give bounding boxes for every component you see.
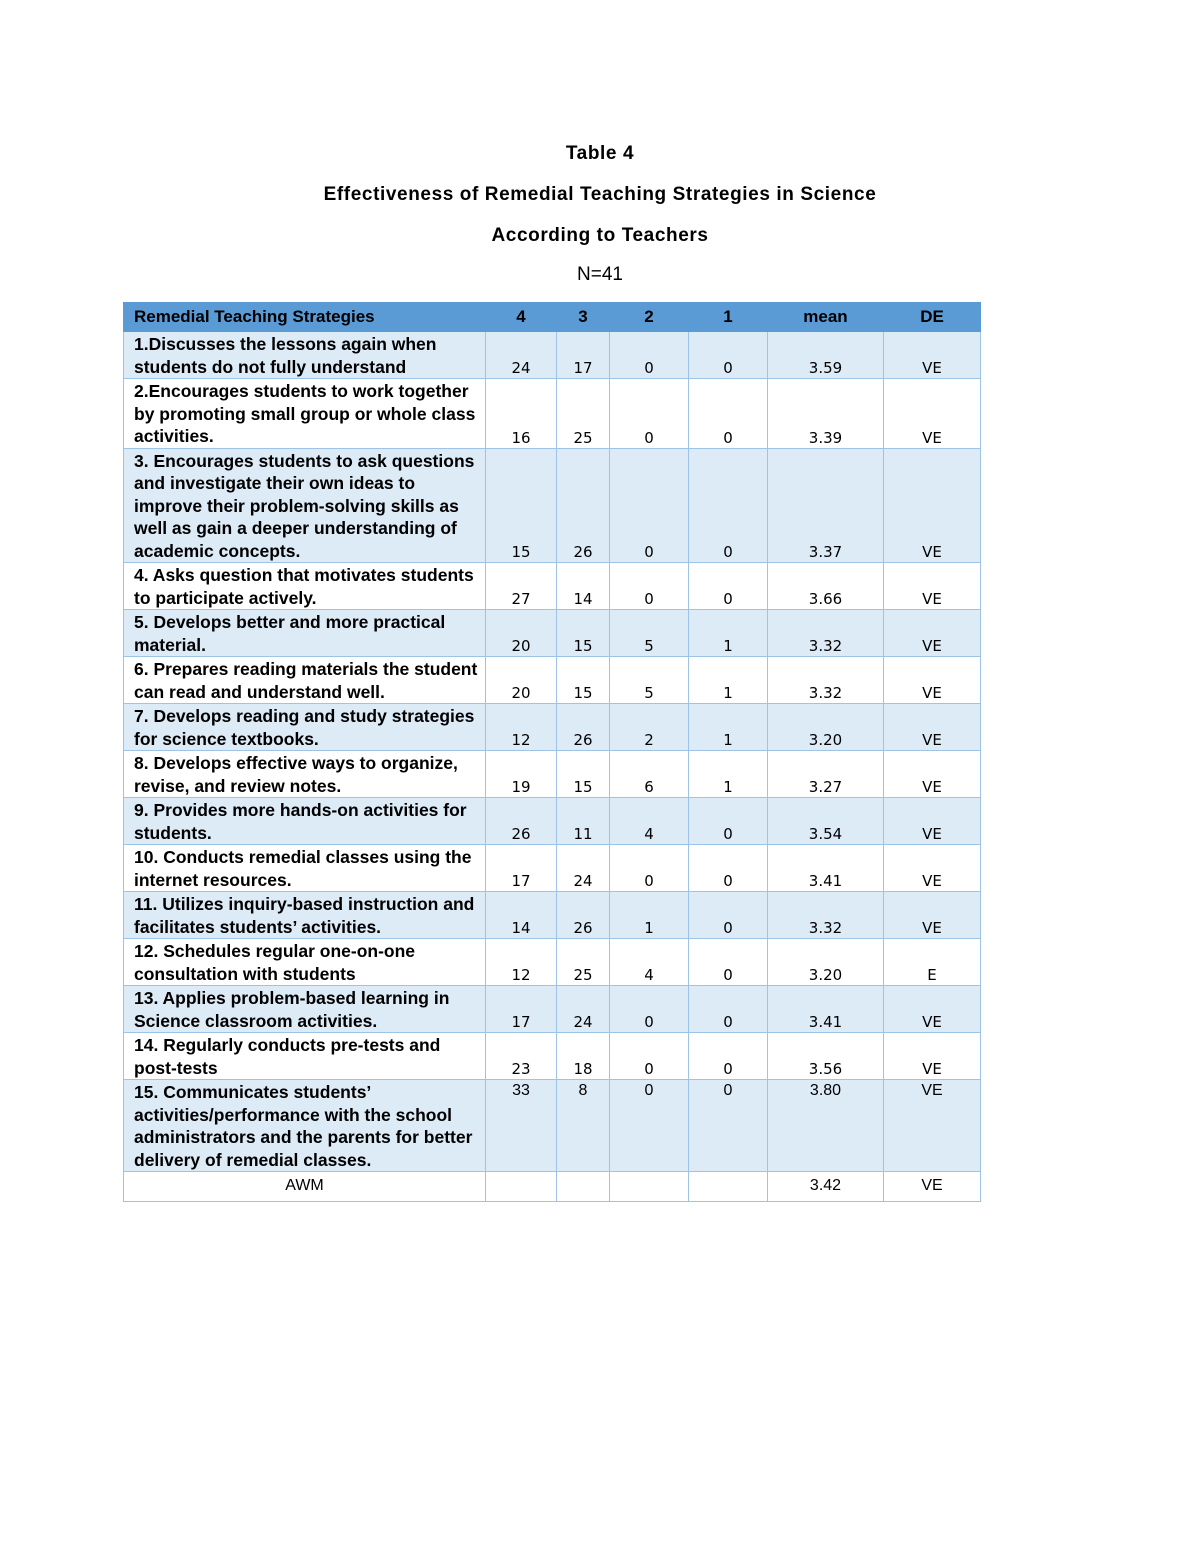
de-cell: VE <box>884 332 981 379</box>
table-row <box>124 892 981 939</box>
de-cell: VE <box>884 751 981 798</box>
count-3-cell: 15 <box>557 657 610 704</box>
count-3-cell: 8 <box>557 1080 610 1172</box>
table-row <box>124 657 981 704</box>
count-4-cell: 12 <box>486 704 557 751</box>
count-3-cell: 26 <box>557 892 610 939</box>
table-row <box>124 845 981 892</box>
de-cell: VE <box>884 1033 981 1080</box>
count-2-cell: 6 <box>610 751 689 798</box>
de-cell: VE <box>884 704 981 751</box>
table-row <box>124 448 981 563</box>
count-1-cell: 0 <box>689 939 768 986</box>
de-cell: VE <box>884 892 981 939</box>
column-header: DE <box>884 303 981 332</box>
column-header: 2 <box>610 303 689 332</box>
table-row <box>124 939 981 986</box>
count-3-cell: 11 <box>557 798 610 845</box>
count-1-cell: 1 <box>689 657 768 704</box>
empty-cell <box>610 1172 689 1202</box>
table-row <box>124 332 981 379</box>
strategy-cell: 12. Schedules regular one-on-one consultation with students <box>124 939 486 986</box>
count-1-cell: 0 <box>689 563 768 610</box>
strategy-cell: 15. Communicates students’ activities/performance with the school administrators and the parents for better delivery of remedial classes. <box>124 1080 486 1172</box>
count-2-cell: 0 <box>610 563 689 610</box>
strategy-cell: 6. Prepares reading materials the student can read and understand well. <box>124 657 486 704</box>
count-1-cell: 0 <box>689 986 768 1033</box>
strategy-cell: 5. Develops better and more practical material. <box>124 610 486 657</box>
count-1-cell: 0 <box>689 448 768 563</box>
count-4-cell: 12 <box>486 939 557 986</box>
mean-cell: 3.32 <box>768 892 884 939</box>
strategy-cell: 7. Develops reading and study strategies for science textbooks. <box>124 704 486 751</box>
table-row <box>124 379 981 449</box>
count-3-cell: 26 <box>557 704 610 751</box>
mean-cell: 3.39 <box>768 379 884 449</box>
de-cell: VE <box>884 610 981 657</box>
count-3-cell: 18 <box>557 1033 610 1080</box>
count-1-cell: 0 <box>689 332 768 379</box>
count-3-cell: 15 <box>557 610 610 657</box>
awm-mean: 3.42 <box>768 1172 884 1202</box>
strategy-cell: 10. Conducts remedial classes using the internet resources. <box>124 845 486 892</box>
count-3-cell: 24 <box>557 986 610 1033</box>
count-3-cell: 14 <box>557 563 610 610</box>
strategy-cell: 14. Regularly conducts pre-tests and post-tests <box>124 1033 486 1080</box>
count-3-cell: 15 <box>557 751 610 798</box>
mean-cell: 3.80 <box>768 1080 884 1172</box>
de-cell: VE <box>884 379 981 449</box>
de-cell: VE <box>884 448 981 563</box>
table-label: Table 4 <box>565 143 635 164</box>
table-header-row <box>124 303 981 332</box>
count-4-cell: 17 <box>486 845 557 892</box>
count-3-cell: 17 <box>557 332 610 379</box>
empty-cell <box>486 1172 557 1202</box>
table-row <box>124 1080 981 1172</box>
count-3-cell: 25 <box>557 939 610 986</box>
strategy-cell: 11. Utilizes inquiry-based instruction and facilitates students’ activities. <box>124 892 486 939</box>
mean-cell: 3.20 <box>768 704 884 751</box>
mean-cell: 3.41 <box>768 845 884 892</box>
count-4-cell: 20 <box>486 657 557 704</box>
table-title: Effectiveness of Remedial Teaching Strategies in Science <box>323 184 877 205</box>
count-1-cell: 1 <box>689 704 768 751</box>
table-row <box>124 610 981 657</box>
count-4-cell: 15 <box>486 448 557 563</box>
count-1-cell: 0 <box>689 1080 768 1172</box>
count-4-cell: 26 <box>486 798 557 845</box>
count-2-cell: 5 <box>610 610 689 657</box>
awm-label: AWM <box>124 1172 486 1202</box>
table-row <box>124 798 981 845</box>
count-2-cell: 0 <box>610 1033 689 1080</box>
count-2-cell: 0 <box>610 845 689 892</box>
count-2-cell: 0 <box>610 1080 689 1172</box>
de-cell: VE <box>884 657 981 704</box>
count-4-cell: 16 <box>486 379 557 449</box>
strategy-cell: 9. Provides more hands-on activities for students. <box>124 798 486 845</box>
de-cell: VE <box>884 1080 981 1172</box>
count-4-cell: 19 <box>486 751 557 798</box>
strategy-cell: 8. Develops effective ways to organize, revise, and review notes. <box>124 751 486 798</box>
table-row <box>124 704 981 751</box>
column-header: 1 <box>689 303 768 332</box>
mean-cell: 3.27 <box>768 751 884 798</box>
count-2-cell: 2 <box>610 704 689 751</box>
count-3-cell: 24 <box>557 845 610 892</box>
mean-cell: 3.41 <box>768 986 884 1033</box>
mean-cell: 3.37 <box>768 448 884 563</box>
count-1-cell: 0 <box>689 379 768 449</box>
table-subtitle: According to Teachers <box>491 225 709 246</box>
count-1-cell: 0 <box>689 1033 768 1080</box>
mean-cell: 3.56 <box>768 1033 884 1080</box>
strategy-cell: 13. Applies problem-based learning in Science classroom activities. <box>124 986 486 1033</box>
column-header: 3 <box>557 303 610 332</box>
awm-de: VE <box>884 1172 981 1202</box>
count-4-cell: 33 <box>486 1080 557 1172</box>
count-4-cell: 24 <box>486 332 557 379</box>
count-1-cell: 0 <box>689 798 768 845</box>
count-4-cell: 20 <box>486 610 557 657</box>
count-4-cell: 23 <box>486 1033 557 1080</box>
column-header: 4 <box>486 303 557 332</box>
table-row <box>124 986 981 1033</box>
count-3-cell: 26 <box>557 448 610 563</box>
count-1-cell: 1 <box>689 610 768 657</box>
count-1-cell: 1 <box>689 751 768 798</box>
mean-cell: 3.66 <box>768 563 884 610</box>
de-cell: VE <box>884 845 981 892</box>
table-row <box>124 563 981 610</box>
mean-cell: 3.20 <box>768 939 884 986</box>
count-2-cell: 5 <box>610 657 689 704</box>
count-2-cell: 1 <box>610 892 689 939</box>
mean-cell: 3.32 <box>768 610 884 657</box>
table-row <box>124 751 981 798</box>
table-row <box>124 1033 981 1080</box>
count-2-cell: 0 <box>610 448 689 563</box>
count-2-cell: 0 <box>610 379 689 449</box>
strategy-cell: 3. Encourages students to ask questions and investigate their own ideas to improve their problem-solving skills as well as gain a deeper understanding of academic concepts. <box>124 448 486 563</box>
column-header: Remedial Teaching Strategies <box>124 303 486 332</box>
de-cell: VE <box>884 563 981 610</box>
count-2-cell: 4 <box>610 798 689 845</box>
count-3-cell: 25 <box>557 379 610 449</box>
empty-cell <box>689 1172 768 1202</box>
strategy-cell: 4. Asks question that motivates students to participate actively. <box>124 563 486 610</box>
count-1-cell: 0 <box>689 892 768 939</box>
sample-size: N=41 <box>577 264 623 285</box>
count-2-cell: 0 <box>610 332 689 379</box>
de-cell: VE <box>884 798 981 845</box>
count-4-cell: 27 <box>486 563 557 610</box>
mean-cell: 3.32 <box>768 657 884 704</box>
strategy-cell: 1.Discusses the lessons again when students do not fully understand <box>124 332 486 379</box>
mean-cell: 3.59 <box>768 332 884 379</box>
de-cell: VE <box>884 986 981 1033</box>
count-1-cell: 0 <box>689 845 768 892</box>
column-header: mean <box>768 303 884 332</box>
count-4-cell: 14 <box>486 892 557 939</box>
de-cell: E <box>884 939 981 986</box>
count-2-cell: 4 <box>610 939 689 986</box>
strategy-cell: 2.Encourages students to work together by promoting small group or whole class activities. <box>124 379 486 449</box>
mean-cell: 3.54 <box>768 798 884 845</box>
count-4-cell: 17 <box>486 986 557 1033</box>
count-2-cell: 0 <box>610 986 689 1033</box>
empty-cell <box>557 1172 610 1202</box>
strategies-table <box>123 302 981 1202</box>
awm-row <box>124 1172 981 1202</box>
